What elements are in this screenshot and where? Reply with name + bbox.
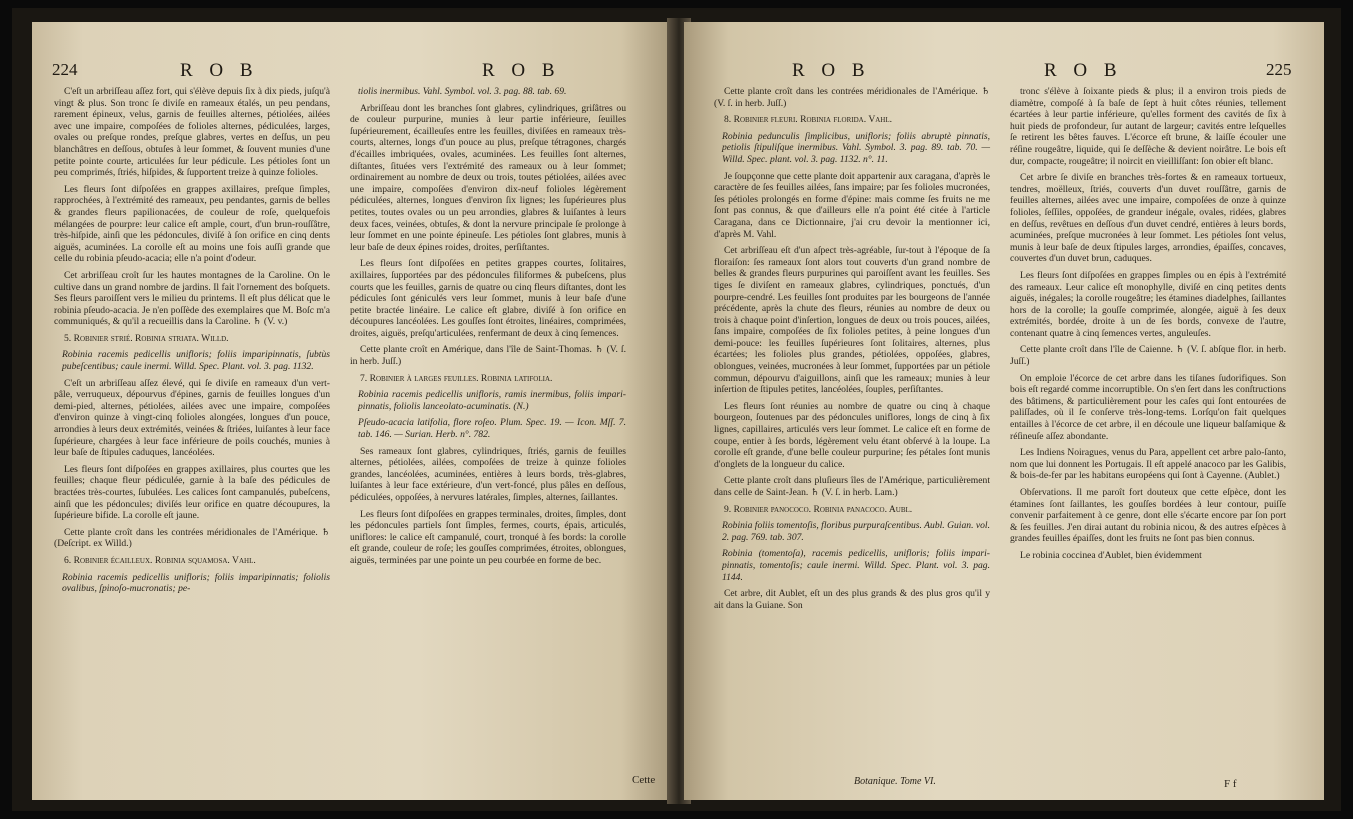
running-head-left-1: R O B bbox=[180, 60, 259, 81]
body-paragraph: Ses rameaux ſont glabres, cylindriques, ſtriés, garnis de feuilles alternes, pétiolées, ailées, compoſées de treize à quinze folioles grandes, lancéolées, acuminées, entières à leurs bords, très-glabres, luiſantes à leur face extérieure, d'un vert-foncé, plus pâles en deſſous, pédiculées, oppoſées, à nervures latérales, ſimples, alternes, ſaillantes. bbox=[350, 445, 626, 503]
right-page bbox=[684, 22, 1324, 800]
species-heading: 8. Robinier fleuri. Robinia florida. Vahl. bbox=[724, 114, 893, 126]
body-paragraph: Les fleurs ſont diſpoſées en petites grappes courtes, ſolitaires, axillaires, ſupportées par des pédoncules filiformes & pubeſcens, plus courts que les feuilles, garnis de quatre ou cinq fleurs diſtantes, dont les pédicules ſont géniculés vers leur ſommet, munis à leur baſe d'une petite bractée linéaire. Le calice eſt glabre, diviſé à ſon orifice en découpures lancéolées. Les gouſſes ſont étroites, linéaires, comprimées, droites, aiguës, preſqu'articulées, renfermant de deux à cinq ſemences. bbox=[350, 258, 626, 339]
body-paragraph: Cette plante croît dans les contrées méridionales de l'Amérique. ♄ (Deſcript. ex Willd.) bbox=[54, 526, 330, 550]
latin-diagnosis: Pſeudo-acacia latifolia, flore roſeo. Plum. Spec. 19. — Icon. Mſſ. 7. tab. 146. — Surian. Herb. n°. 782. bbox=[358, 417, 626, 441]
signature-mark: F f bbox=[1224, 778, 1237, 790]
footer-volume: Botanique. Tome VI. bbox=[854, 776, 936, 787]
right-column-1 bbox=[714, 86, 990, 616]
body-paragraph: Cette plante croît dans l'île de Caienne. ♄ (V. ſ. abſque flor. in herb. Juſſ.) bbox=[1010, 344, 1286, 368]
body-paragraph: Les fleurs ſont diſpoſées en grappes ſimples ou en épis à l'extrémité des rameaux. Leur calice eſt monophylle, diviſé en cinq petites dents aiguës, inégales; la corolle rougeâtre; les étamines diadelphes, ſaillantes hors de la corolle; la gouſſe comprimée, alongée, aiguë à ſes deux extrémités, bordée, droite à un de ſes bords, convexe de l'autre, contenant quatre à cinq ſemences vertes, anguleuſes. bbox=[1010, 269, 1286, 339]
page-number-right: 225 bbox=[1266, 60, 1292, 79]
latin-diagnosis: Robinia foliis tomentoſis, floribus purpuraſcentibus. Aubl. Guian. vol. 2. pag. 769. tab. 307. bbox=[722, 520, 990, 543]
body-paragraph: Le robinia coccinea d'Aublet, bien évidemment bbox=[1020, 549, 1202, 561]
latin-diagnosis: Robinia racemis pedicellis unifloris; foliis imparipinnatis; foliolis ovalibus, ſpinoſo-mucronatis; pe- bbox=[62, 571, 330, 595]
latin-diagnosis: Robinia (tomentoſa), racemis pedicellis, unifloris; foliis impari-pinnatis, tomentoſis; caule inermi. Willd. Spec. Plant. vol. 3. pag. 1144. bbox=[722, 548, 990, 583]
species-heading: 7. Robinier à larges feuilles. Robinia latifolia. bbox=[360, 372, 553, 384]
body-paragraph: Cet arbre ſe diviſe en branches très-fortes & en rameaux tortueux, tendres, moëlleux, ſtriés, couverts d'un duvet rouſſâtre, garnis de feuilles alternes, ailées avec une impaire, compoſées de onze à quinze folioles, ſeſſiles, oppoſées, de grandeur inégale, ovales, ridées, glabres en deſſus, revêtues en deſſous d'un duvet cendré, entières à leurs bords, acuminées, preſque mucronées à leur ſommet. Les pétioles ſont velus, munis à leur baſe de deux ſtipules larges, arrondies, épaiſſes, concaves, couvertes d'un duvet brun, caduques. bbox=[1010, 172, 1286, 265]
body-paragraph: Les fleurs ſont diſpoſées en grappes axillaires, preſque ſimples, rapprochées, à l'extrémité des rameaux, peu pendantes, garnis de belles & grandes fleurs papilionacées, de couleur de roſe, quelquefois mélangées de pourpre: leur calice eſt ample, court, d'un brun-rouſſâtre, très-hiſpide, ainſi que les pédoncules, diviſé à ſon orifice en cinq dents aiguës, acuminées. La corolle eſt au moins une fois auſſi grande que celle du robinia pſeudo-acacia; elle n'a point d'odeur. bbox=[54, 183, 330, 265]
latin-diagnosis: tiolis inermibus. Vahl. Symbol. vol. 3. pag. 88. tab. 69. bbox=[358, 86, 567, 97]
body-paragraph: Cet arbriſſeau eſt d'un aſpect très-agréable, ſur-tout à l'époque de ſa floraiſon: ſes rameaux ſont alors tout couverts d'un grand nombre de belles & grandes fleurs purpurines qui paroiſſent avant les feuilles. Ses tiges ſe diviſent en rameaux glabres, cylindriques, ponctués, d'un pourpre-cendré. Les feuilles ſont produites par les bourgeons de l'année précédente, après la chute des fleurs, réunies au nombre de deux ou trois à chaque point d'inſertion, longues de deux ou trois pouces, ailées, ſans impaire, compoſées de ſix folioles petites, à peine longues d'un demi-pouce: les feuilles ſupérieures ſont ſolitaires, alternes, plus écartées; les folioles plus grandes, pétiolées, oppoſées, glabres, oblongues, veinées, mucronées à leur ſommet, ſupportées par un pétiole commun, dépourvu d'aiguillons, ainſi que les rameaux; munies à leur inſertion de ſtipules petites, lancéolées, ſouples, perſiſtantes. bbox=[714, 245, 990, 396]
left-page bbox=[32, 22, 672, 800]
body-paragraph: Arbriſſeau dont les branches ſont glabres, cylindriques, griſâtres ou de couleur purpurine, munies à leur partie inférieure, ſeuilles ſupérieurement, écailleuſes entre les feuilles, diviſées en rameaux très-courts, alternes, longs d'un pouce au plus, preſque tétragones, chargés d'écailles imbriquées, ovales, acuminées. Les feuilles ſont alternes, diſtantes, ſituées vers l'extrémité des rameaux ou à leur ſommet; ordinairement au nombre de deux ou trois, toutes pétiolées, ailées avec une impaire, compoſées d'environ dix-neuf folioles légèrement pédiculées, alternes, longues d'environ ſix lignes; les ſupérieures plus petites, toutes ovales ou un peu arrondies, glabres & luiſantes à leurs deux faces, veinées, obtuſes, & dont la nervure principale ſe prolonge à leur ſommet en une pointe épineuſe. Les pétioles ſont glabres, munis à leur baſe de deux épines roides, droites, perſiſtantes. bbox=[350, 102, 626, 253]
body-paragraph: Obſervations. Il me paroît fort douteux que cette eſpèce, dont les étamines ſont ſaillantes, les gouſſes bordées à leur contour, puiſſe convenir parfaitement à ce genre, dont elle s'écarte encore par ſon port & ſes feuilles. J'en dirai autant du robinia nicou, & des autres eſpèces à grandes feuilles épaiſſes, dont les fruits ne ſont pas bien connus. bbox=[1010, 487, 1286, 545]
body-paragraph: C'eſt un arbriſſeau aſſez élevé, qui ſe diviſe en rameaux d'un vert-pâle, verruqueux, dépourvus d'épines, garnis de feuilles longues d'un demi-pied, alternes, pétiolées, ailées avec une impaire, compoſées d'environ quinze à vingt-cinq folioles alongées, longues d'un pouce, arrondies à leurs deux extrémités, veinées & ſtriées, luiſantes à leur face ſupérieure, chargées à leur face inférieure de poils couchés, munies à leur baſe de ſtipules caduques, lancéolées. bbox=[54, 377, 330, 459]
body-paragraph: Je ſoupçonne que cette plante doit appartenir aux caragana, d'après le caractère de ſes feuilles ailées, ſans impaire; par ſes folioles mucronées, ſes pétioles prolongés en forme d'épine: mais comme ſes fruits ne me ſont pas connus, & que d'ailleurs elle n'a point été citée à l'article Caragana, dans ce Dictionnaire, j'ai cru devoir la mentionner ici, d'après M. Vahl. bbox=[714, 170, 990, 240]
left-column-2 bbox=[350, 86, 626, 572]
page-number-left: 224 bbox=[52, 60, 78, 79]
body-paragraph: Cet arbriſſeau croît ſur les hautes montagnes de la Caroline. On le cultive dans un grand nombre de jardins. Il fait l'ornement des boſquets. Ses fleurs paroiſſent vers le milieu du printems. Il eſt plus délicat que le robinia pſeudo-acacia. Je n'en poſſède des exemplaires que M. Boſc m'a communiqués, & qu'il a recueillis dans la Caroline. ♄ (V. v.) bbox=[54, 269, 330, 328]
species-heading: 9. Robinier panococo. Robinia panacoco. Aubl. bbox=[724, 503, 913, 515]
body-paragraph: Cette plante croît en Amérique, dans l'île de Saint-Thomas. ♄ (V. ſ. in herb. Juſſ.) bbox=[350, 344, 626, 368]
right-column-2 bbox=[1010, 86, 1286, 567]
running-head-left-2: R O B bbox=[482, 60, 561, 81]
running-head-right-2: R O B bbox=[1044, 60, 1123, 81]
running-head-right-1: R O B bbox=[792, 60, 871, 81]
body-paragraph: Cet arbre, dit Aublet, eſt un des plus grands & des plus gros qu'il y ait dans la Guiane. Son bbox=[714, 588, 990, 611]
species-heading: 6. Robinier écailleux. Robinia ſquamoſa. Vahl. bbox=[64, 554, 256, 566]
body-paragraph: Cette plante croît dans les contrées méridionales de l'Amérique. ♄ (V. ſ. in herb. Juſſ.) bbox=[714, 86, 990, 109]
latin-diagnosis: Robinia pedunculis ſimplicibus, unifloris; foliis abruptè pinnatis, petiolis ſtipuliſque inermibus. Vahl. Symbol. 3. pag. 89. tab. 70. — Willd. Spec. plant. vol. 3. pag. 1132. n°. 11. bbox=[722, 130, 990, 165]
body-paragraph: On emploie l'écorce de cet arbre dans les tiſanes ſudorifiques. Son bois eſt regardé comme incorruptible. On s'en ſert dans les conſtructions des bâtimens, & particulièrement pour les caſes qui ſont entourées de paliſſades, où il ſe conſerve très-long-tems. Lorſqu'on fait quelques entailles à l'écorce de cet arbre, il en découle une liqueur balſamique & réſineuſe aſſez abondante. bbox=[1010, 372, 1286, 442]
body-paragraph: Les fleurs ſont diſpoſées en grappes axillaires, plus courtes que les feuilles; chaque fleur pédiculée, garnie à la baſe des pédicules de bractées très-courtes, ſubulées. Les calices ſont campanulés, pubeſcens, ainſi que les pédoncules; diviſés leur orifice en quatre découpures, la ſupérieure bifide. La corolle eſt jaune. bbox=[54, 463, 330, 522]
species-heading: 5. Robinier ſtrié. Robinia ſtriata. Willd. bbox=[64, 332, 229, 344]
latin-diagnosis: Robinia racemis pedicellis unifloris; foliis imparipinnatis, ſubtùs pubeſcentibus; caule inermi. Willd. Spec. Plant. vol. 3. pag. 1132. bbox=[62, 349, 330, 373]
catchword: Cette bbox=[632, 774, 656, 786]
body-paragraph: Cette plante croît dans pluſieurs îles de l'Amérique, particulièrement dans celle de Saint-Jean. ♄ (V. ſ. in herb. Lam.) bbox=[714, 475, 990, 498]
body-paragraph: Les fleurs ſont réunies au nombre de quatre ou cinq à chaque bourgeon, ſoutenues par des pédoncules uniflores, longs de cinq à ſix lignes, capillaires, articulés vers leur ſommet. Le calice eſt en forme de coupe, entier à ſes bords, légèrement velu étant obſervé à la loupe. La corolle eſt grande, d'une belle couleur purpurine; ſes pétales ſont munis d'onglets de la longueur du calice. bbox=[714, 400, 990, 470]
body-paragraph: C'eſt un arbriſſeau aſſez fort, qui s'élève depuis ſix à dix pieds, juſqu'à vingt & plus. Son tronc ſe diviſe en rameaux étalés, un peu pendans, rarement épineux, velus, garnis de feuilles alternes, pétiolées, ailées avec une impaire, compoſées de folioles alternes, pédiculées, larges, ovales ou preſque rondes, preſque glabres, vertes en deſſus, un peu blanchâtres en deſſous, obtuſes à leur ſommet, & ſouvent munies d'une petite pointe courte, articulées ſur leur pédicule. Les pétioles ſont un peu comprimés, ſtriés, hiſpides, & ſupportent treize à quinze folioles. bbox=[54, 86, 330, 179]
body-paragraph: Les Indiens Noiragues, venus du Para, appellent cet arbre palo-ſanto, nom que lui donnent les Portugais. Il eſt appelé anacoco par les Galibis, & bois-de-fer par les habitans européens qui ſont à Cayenne. (Aublet.) bbox=[1010, 447, 1286, 482]
body-paragraph: tronc s'élève à ſoixante pieds & plus; il a environ trois pieds de diamètre, compoſé à ſa baſe de ſept à huit côtes réunies, tellement écartées à leur partie inférieure, qu'elles forment des cavités de ſix à huit pieds de profondeur, ſur autant de largeur; cavités entre leſquelles ſe retirent les bêtes fauves. L'écorce eſt brune, & laiſſe écouler une réſine rougeâtre, liquide, qui ſe deſſèche & devient noirâtre. Le bois eſt dur, compacte, rougeâtre; il noircit en vieilliſſant: ſon obier eſt blanc. bbox=[1010, 86, 1286, 167]
left-column-1 bbox=[54, 86, 330, 600]
latin-diagnosis: Robinia racemis pedicellis unifloris, ramis inermibus, foliis impari-pinnatis, foliolis lanceolato-acuminatis. (N.) bbox=[358, 389, 626, 412]
book-spread bbox=[12, 8, 1341, 811]
body-paragraph: Les fleurs ſont diſpoſées en grappes terminales, droites, ſimples, dont les pédoncules partiels ſont ſimples, fermes, courts, épais, articulés, uniflores: le calice eſt campanulé, court, tronqué à ſes bords: la corolle eſt grande, couleur de roſe; les gouſſes comprimées, étroites, oblongues, aiguës, terminées par une pointe un peu courbée en forme de bec. bbox=[350, 508, 626, 566]
